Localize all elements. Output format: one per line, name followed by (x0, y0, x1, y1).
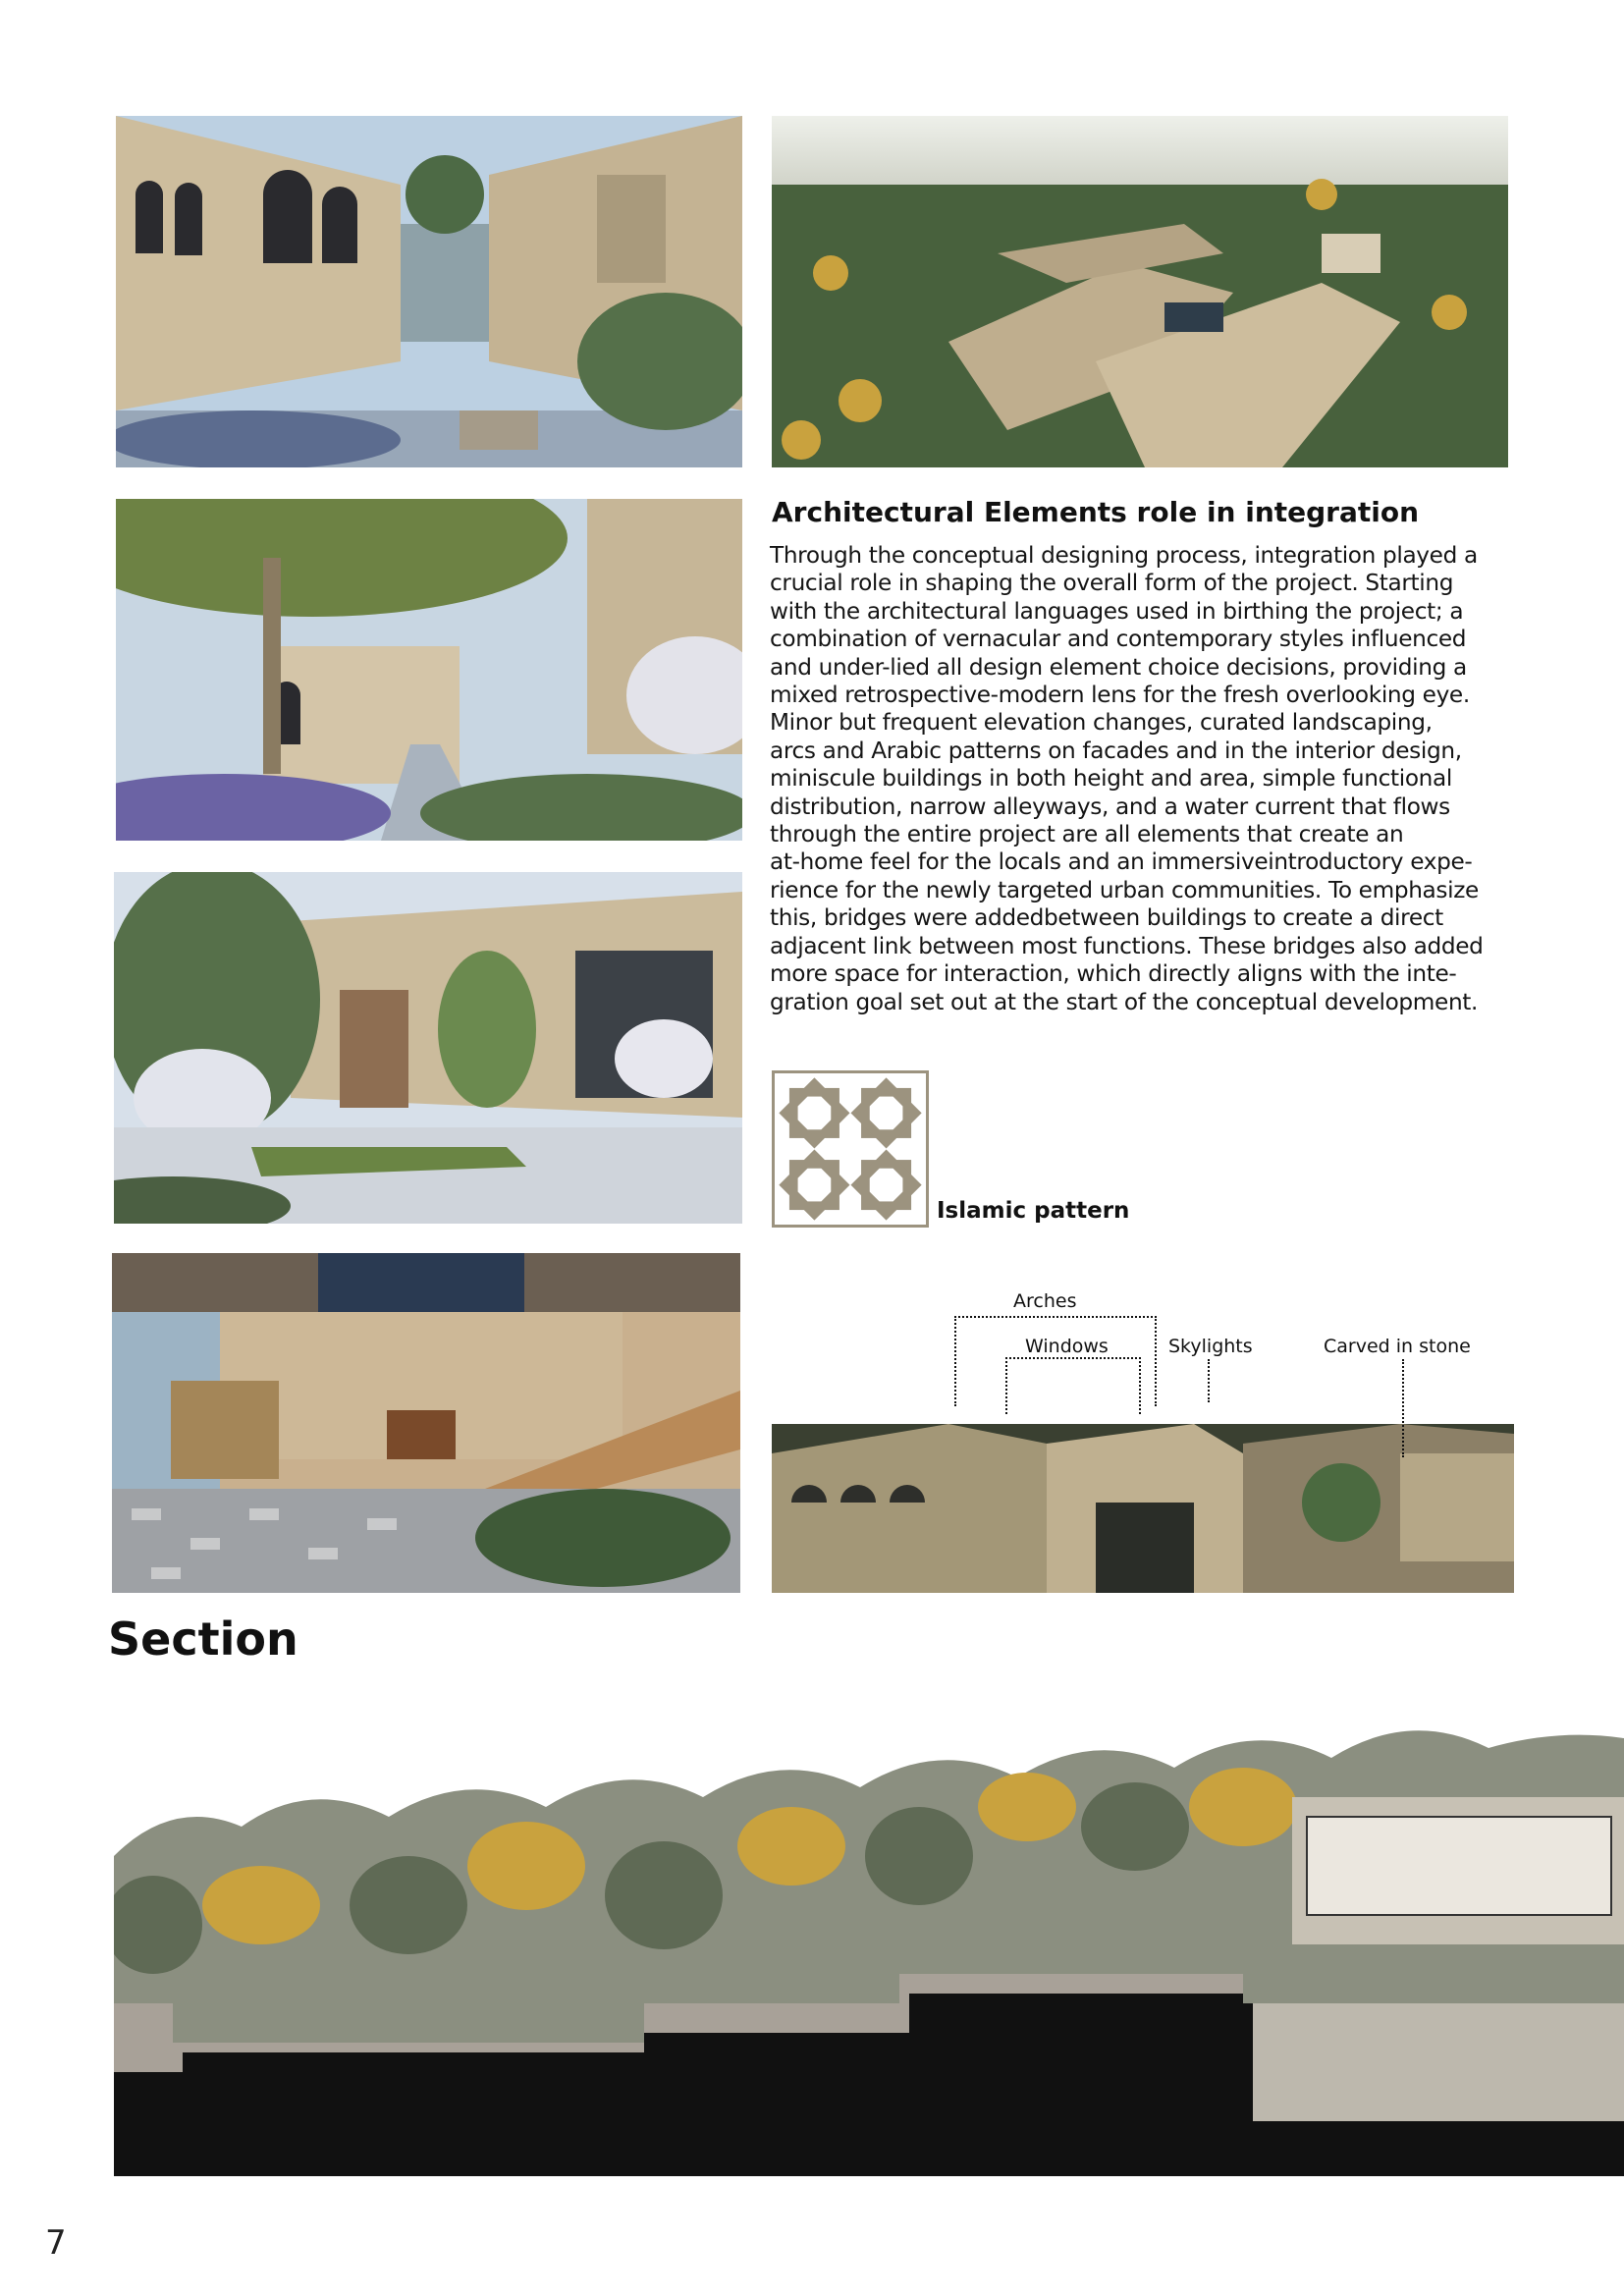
carved-leader (1402, 1359, 1404, 1457)
islamic-pattern-tile (772, 1070, 929, 1228)
annotation-arches: Arches (1013, 1290, 1077, 1312)
article-body: Through the conceptual designing process, integration played a crucial role in shaping the overall form of the project. Starting with the architectural languages used in birthing the project; a combination of vernacular and contemporary styles influenced and under-lied all design element choice decisions, providing a mixed retrospective-modern lens for the fresh overlooking eye. Minor but frequent elevation changes, curated landscaping, arcs and Arabic patterns on facades and in the interior design, miniscule buildings in both height and area, simple functional distribution, narrow alleyways, and a water current that flows through the entire project are all elements that create an at-home feel for the locals and an immersiveintroductory expe- rience for the newly targeted urban communities. To emphasize this, bridges were addedbetween buildings to create a direct adjacent link between most functions. These bridges also added more space for interaction, which directly aligns with the inte- gration goal set out at the start of the conceptual development. (770, 542, 1484, 1015)
annotation-skylights: Skylights (1168, 1336, 1253, 1357)
page-number: 7 (45, 2223, 67, 2263)
pattern-label: Islamic pattern (937, 1198, 1130, 1224)
render-entrance-plaza (114, 872, 742, 1224)
article-heading: Architectural Elements role in integration (772, 496, 1420, 528)
render-interior-hall (112, 1253, 740, 1593)
render-courtyard-arches (116, 116, 742, 467)
annotation-carved-in-stone: Carved in stone (1324, 1336, 1471, 1357)
windows-bracket (1005, 1357, 1141, 1414)
render-garden-alley (116, 499, 742, 841)
section-drawing (114, 1709, 1624, 2176)
section-title: Section (108, 1613, 298, 1666)
render-aerial-view (772, 116, 1508, 467)
skylights-leader (1208, 1359, 1210, 1402)
annotation-windows: Windows (1025, 1336, 1109, 1357)
